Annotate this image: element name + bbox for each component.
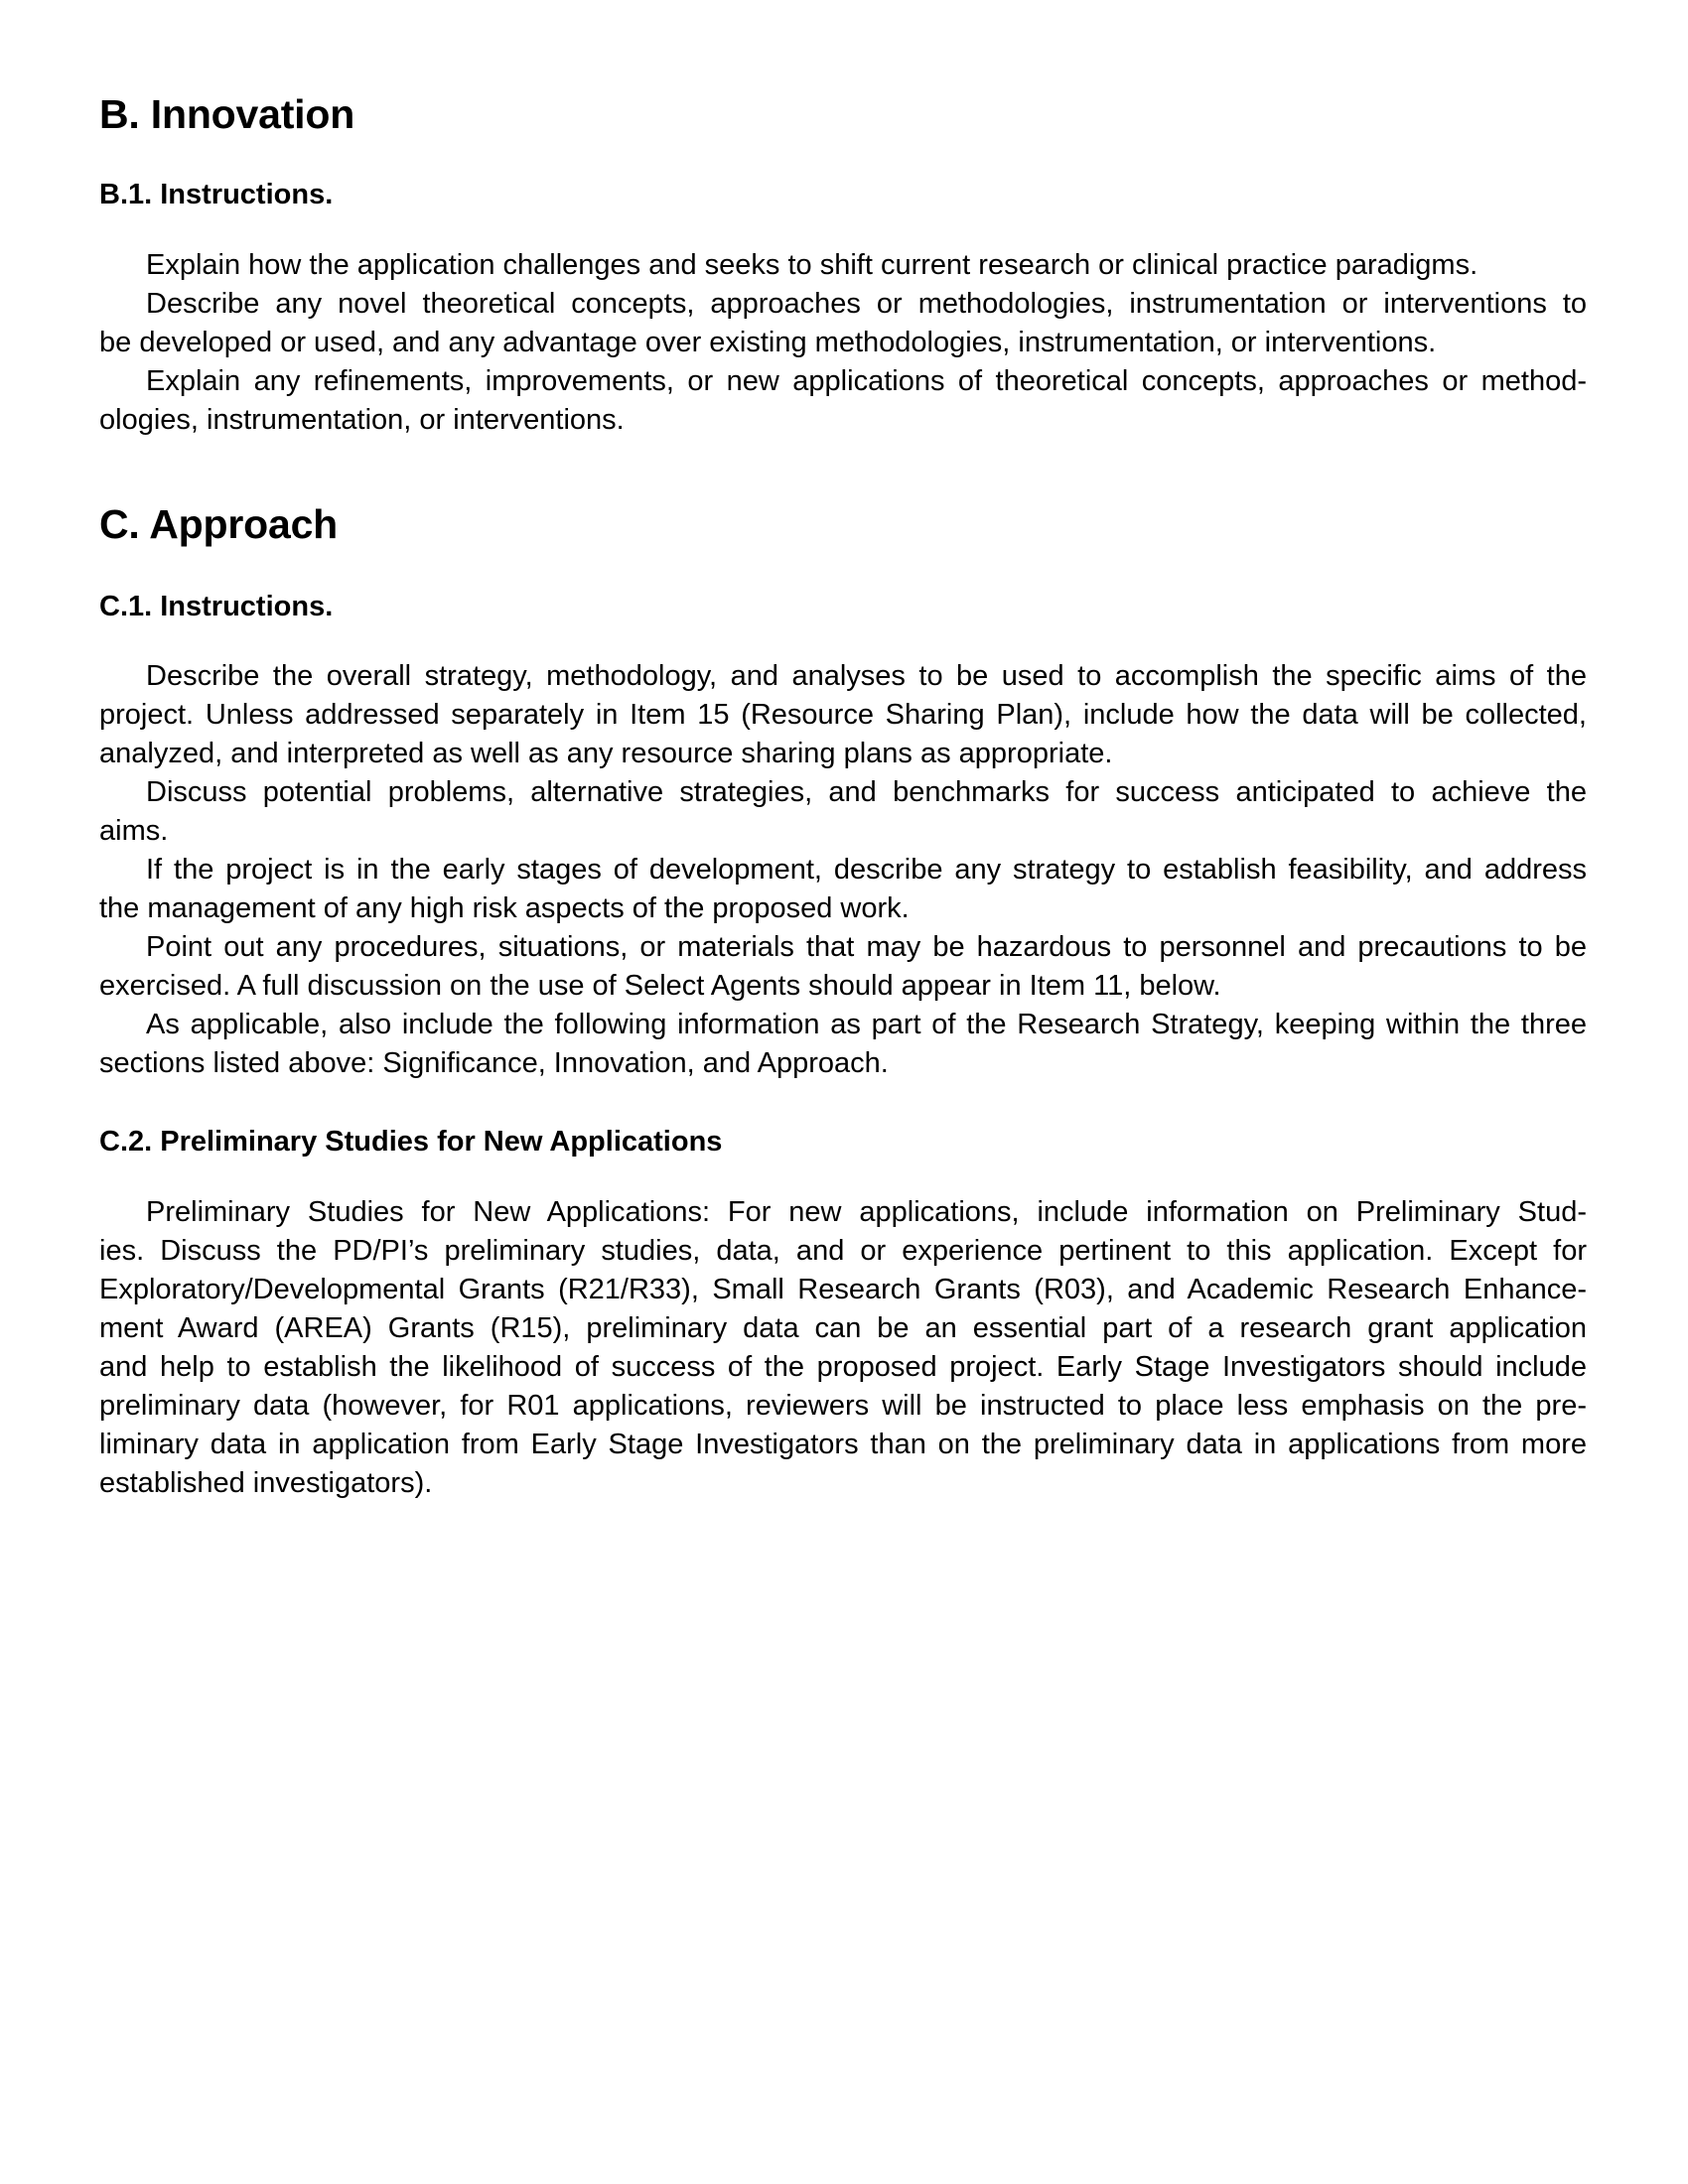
paragraph-line: Exploratory/Developmental Grants (R21/R33), Small Research Grants (R03), and Academic Research Enhance- — [99, 1274, 1587, 1305]
paragraph-line: established investigators). — [99, 1467, 433, 1499]
subsection-heading-b1-instructions: B.1. Instructions. — [99, 179, 334, 210]
paragraph-line: ies. Discuss the PD/PI’s preliminary studies, data, and or experience pertinent to this application. Except for — [99, 1235, 1587, 1267]
paragraph-line: the management of any high risk aspects of the proposed work. — [99, 892, 910, 924]
paragraph-line: liminary data in application from Early Stage Investigators than on the preliminary data in applications from more — [99, 1429, 1587, 1460]
paragraph-line: As applicable, also include the following information as part of the Research Strategy, keeping within the three — [146, 1009, 1587, 1040]
paragraph-line: sections listed above: Significance, Innovation, and Approach. — [99, 1047, 889, 1079]
subsection-heading-c1-instructions: C.1. Instructions. — [99, 591, 334, 622]
subsection-heading-c2-preliminary-studies: C.2. Preliminary Studies for New Applications — [99, 1126, 723, 1158]
paragraph-line: Point out any procedures, situations, or materials that may be hazardous to personnel and precautions to be — [146, 931, 1587, 963]
paragraph-line: If the project is in the early stages of development, describe any strategy to establish feasibility, and address — [146, 854, 1587, 886]
preliminary-studies-body — [99, 1193, 1587, 1503]
section-heading-innovation: B. Innovation — [99, 91, 355, 137]
innovation-instructions-body — [99, 246, 1587, 440]
paragraph-line: Preliminary Studies for New Applications: For new applications, include information on Preliminary Stud- — [146, 1196, 1587, 1228]
paragraph-line: preliminary data (however, for R01 applications, reviewers will be instructed to place less emphasis on the pre- — [99, 1390, 1587, 1422]
paragraph-line: Explain any refinements, improvements, or new applications of theoretical concepts, approaches or method- — [146, 365, 1587, 397]
paragraph-line: ment Award (AREA) Grants (R15), preliminary data can be an essential part of a research grant application — [99, 1312, 1587, 1344]
paragraph-line: aims. — [99, 815, 169, 847]
paragraph-line: and help to establish the likelihood of success of the proposed project. Early Stage Investigators should include — [99, 1351, 1587, 1383]
paragraph-line: project. Unless addressed separately in Item 15 (Resource Sharing Plan), include how the data will be collected, — [99, 699, 1587, 731]
paragraph-line: Explain how the application challenges and seeks to shift current research or clinical practice paradigms. — [146, 249, 1478, 281]
paragraph-line: Describe any novel theoretical concepts, approaches or methodologies, instrumentation or interventions to — [146, 288, 1587, 320]
paragraph-line: Describe the overall strategy, methodology, and analyses to be used to accomplish the specific aims of the — [146, 660, 1587, 692]
paragraph-line: ologies, instrumentation, or interventions. — [99, 404, 625, 436]
approach-instructions-body — [99, 657, 1587, 1083]
paragraph-line: be developed or used, and any advantage over existing methodologies, instrumentation, or interventions. — [99, 327, 1437, 358]
paragraph-line: exercised. A full discussion on the use of Select Agents should appear in Item 11, below. — [99, 970, 1221, 1002]
paragraph-line: Discuss potential problems, alternative strategies, and benchmarks for success anticipated to achieve the — [146, 776, 1587, 808]
section-heading-approach: C. Approach — [99, 501, 339, 547]
paragraph-line: analyzed, and interpreted as well as any resource sharing plans as appropriate. — [99, 738, 1113, 769]
